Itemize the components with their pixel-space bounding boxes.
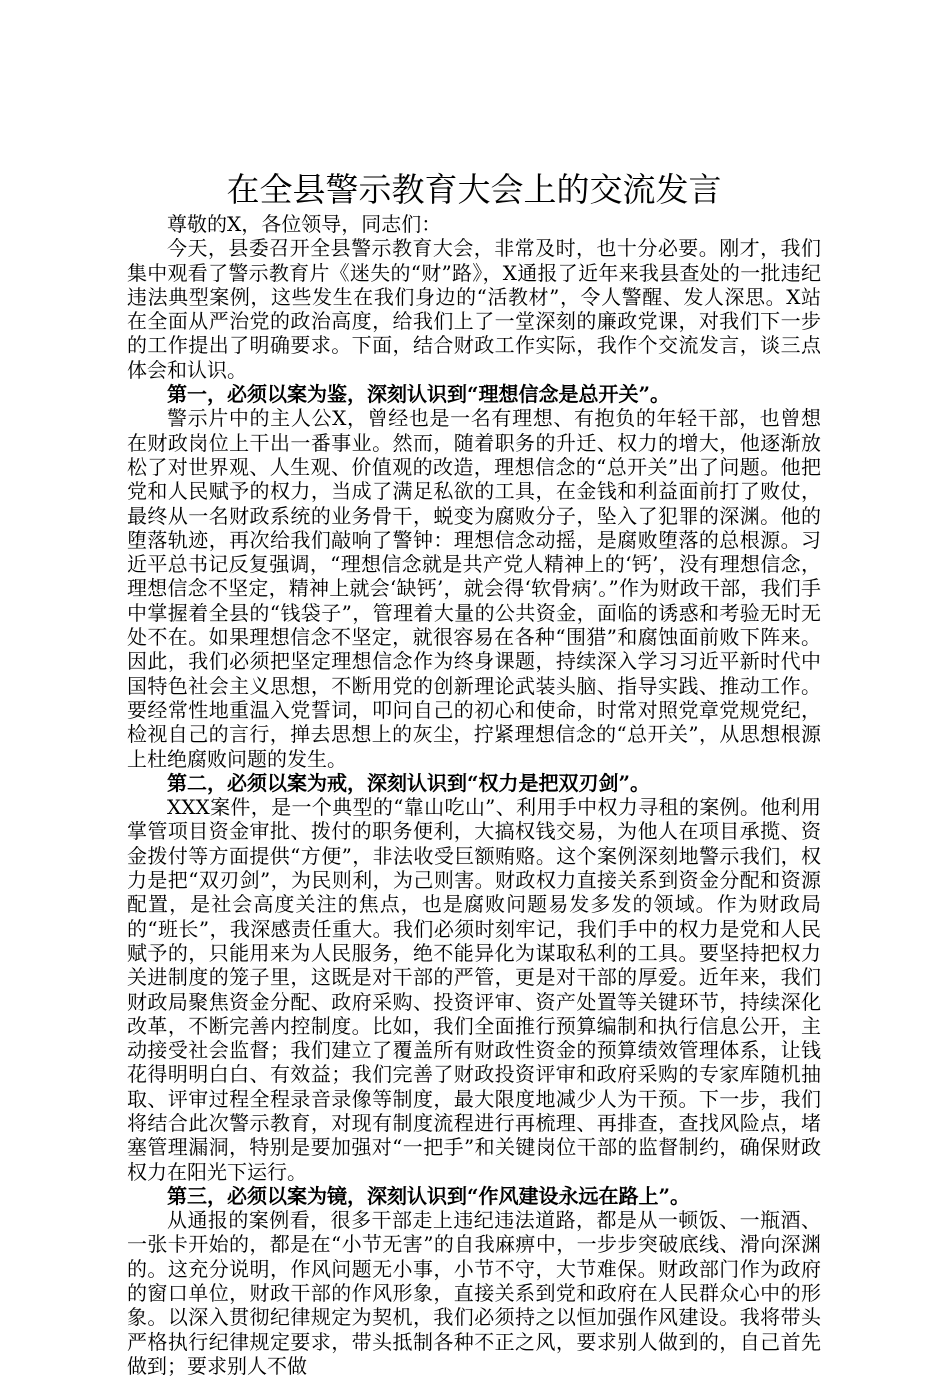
document-title: 在全县警示教育大会上的交流发言: [226, 170, 722, 209]
section-heading-2: 第二，必须以案为戒，深刻认识到“权力是把双刃剑”。: [167, 770, 651, 795]
section-heading-1: 第一，必须以案为鉴，深刻认识到“理想信念是总开关”。: [167, 382, 671, 407]
section-heading-3: 第三，必须以案为镜，深刻认识到“作风建设永远在路上”。: [167, 1183, 691, 1208]
paragraph-section-2: XXX案件，是一个典型的“靠山吃山”、利用手中权力寻租的案例。他利用掌管项目资金审批、拨付的职务便利，大搞权钱交易，为他人在项目承揽、资金拨付等方面提供“方便”，非法收受巨额贿赂。这个案例深刻地警示我们，权力是把“双刃剑”，为民则利，为己则害。财政权力直接关系到资金分配和资源配置，是社会高度关注的焦点，也是腐败问题易发多发的领域。作为财政局的“班长”，我深感责任重大。我们必须时刻牢记，我们手中的权力是党和人民赋予的，只能用来为人民服务，绝不能异化为谋取私利的工具。要坚持把权力关进制度的笼子里，这既是对干部的严管，更是对干部的厚爱。近年来，我们财政局聚焦资金分配、政府采购、投资评审、资产处置等关键环节，持续深化改革，不断完善内控制度。比如，我们全面推行预算编制和执行信息公开，主动接受社会监督；我们建立了覆盖所有财政性资金的预算绩效管理体系，让钱花得明明白白、有效益；我们完善了财政投资评审和政府采购的专家库随机抽取、评审过程全程录音录像等制度，最大限度地减少人为干预。下一步，我们将结合此次警示教育，对现有制度流程进行再梳理、再排查，查找风险点，堵塞管理漏洞，特别是要加强对“一把手”和关键岗位干部的监督制约，确保财政权力在阳光下运行。: [127, 795, 821, 1184]
greeting: 尊敬的X，各位领导，同志们：: [167, 212, 442, 236]
paragraph-section-3: 从通报的案例看，很多干部走上违纪违法道路，都是从一顿饭、一瓶酒、一张卡开始的，都是在“小节无害”的自我麻痹中，一步步突破底线、滑向深渊的。这充分说明，作风问题无小事，小节不守，大节难保。财政部门作为政府的窗口单位，财政干部的作风形象，直接关系到党和政府在人民群众心中的形象。以深入贯彻纪律规定为契机，我们必须持之以恒加强作风建设。我将带头严格执行纪律规定要求，带头抵制各种不正之风，要求别人做到的，自己首先做到；要求别人不做: [127, 1208, 821, 1378]
paragraph-intro: 今天，县委召开全县警示教育大会，非常及时，也十分必要。刚才，我们集中观看了警示教育片《迷失的“财”路》，X通报了近年来我县查处的一批违纪违法典型案例，这些发生在我们身边的“活教材”，令人警醒、发人深思。X站在全面从严治党的政治高度，给我们上了一堂深刻的廉政党课，对我们下一步的工作提出了明确要求。下面，结合财政工作实际，我作个交流发言，谈三点体会和认识。: [127, 236, 821, 382]
paragraph-section-1: 警示片中的主人公X，曾经也是一名有理想、有抱负的年轻干部，也曾想在财政岗位上干出一番事业。然而，随着职务的升迁、权力的增大，他逐渐放松了对世界观、人生观、价值观的改造，理想信念的“总开关”出了问题。他把党和人民赋予的权力，当成了满足私欲的工具，在金钱和利益面前打了败仗，最终从一名财政系统的业务骨干，蜕变为腐败分子，坠入了犯罪的深渊。他的堕落轨迹，再次给我们敲响了警钟：理想信念动摇，是腐败堕落的总根源。习近平总书记反复强调，“理想信念就是共产党人精神上的‘钙’，没有理想信念，理想信念不坚定，精神上就会‘缺钙’，就会得‘软骨病’。”作为财政干部，我们手中掌握着全县的“钱袋子”，管理着大量的公共资金，面临的诱惑和考验无时无处不在。如果理想信念不坚定，就很容易在各种“围猎”和腐蚀面前败下阵来。因此，我们必须把坚定理想信念作为终身课题，持续深入学习习近平新时代中国特色社会主义思想，不断用党的创新理论武装头脑、指导实践、推动工作。要经常性地重温入党誓词，叩问自己的初心和使命，时常对照党章党规党纪，检视自己的言行，掸去思想上的灰尘，拧紧理想信念的“总开关”，从思想根源上杜绝腐败问题的发生。: [127, 406, 821, 771]
document-page: [127, 170, 821, 1378]
